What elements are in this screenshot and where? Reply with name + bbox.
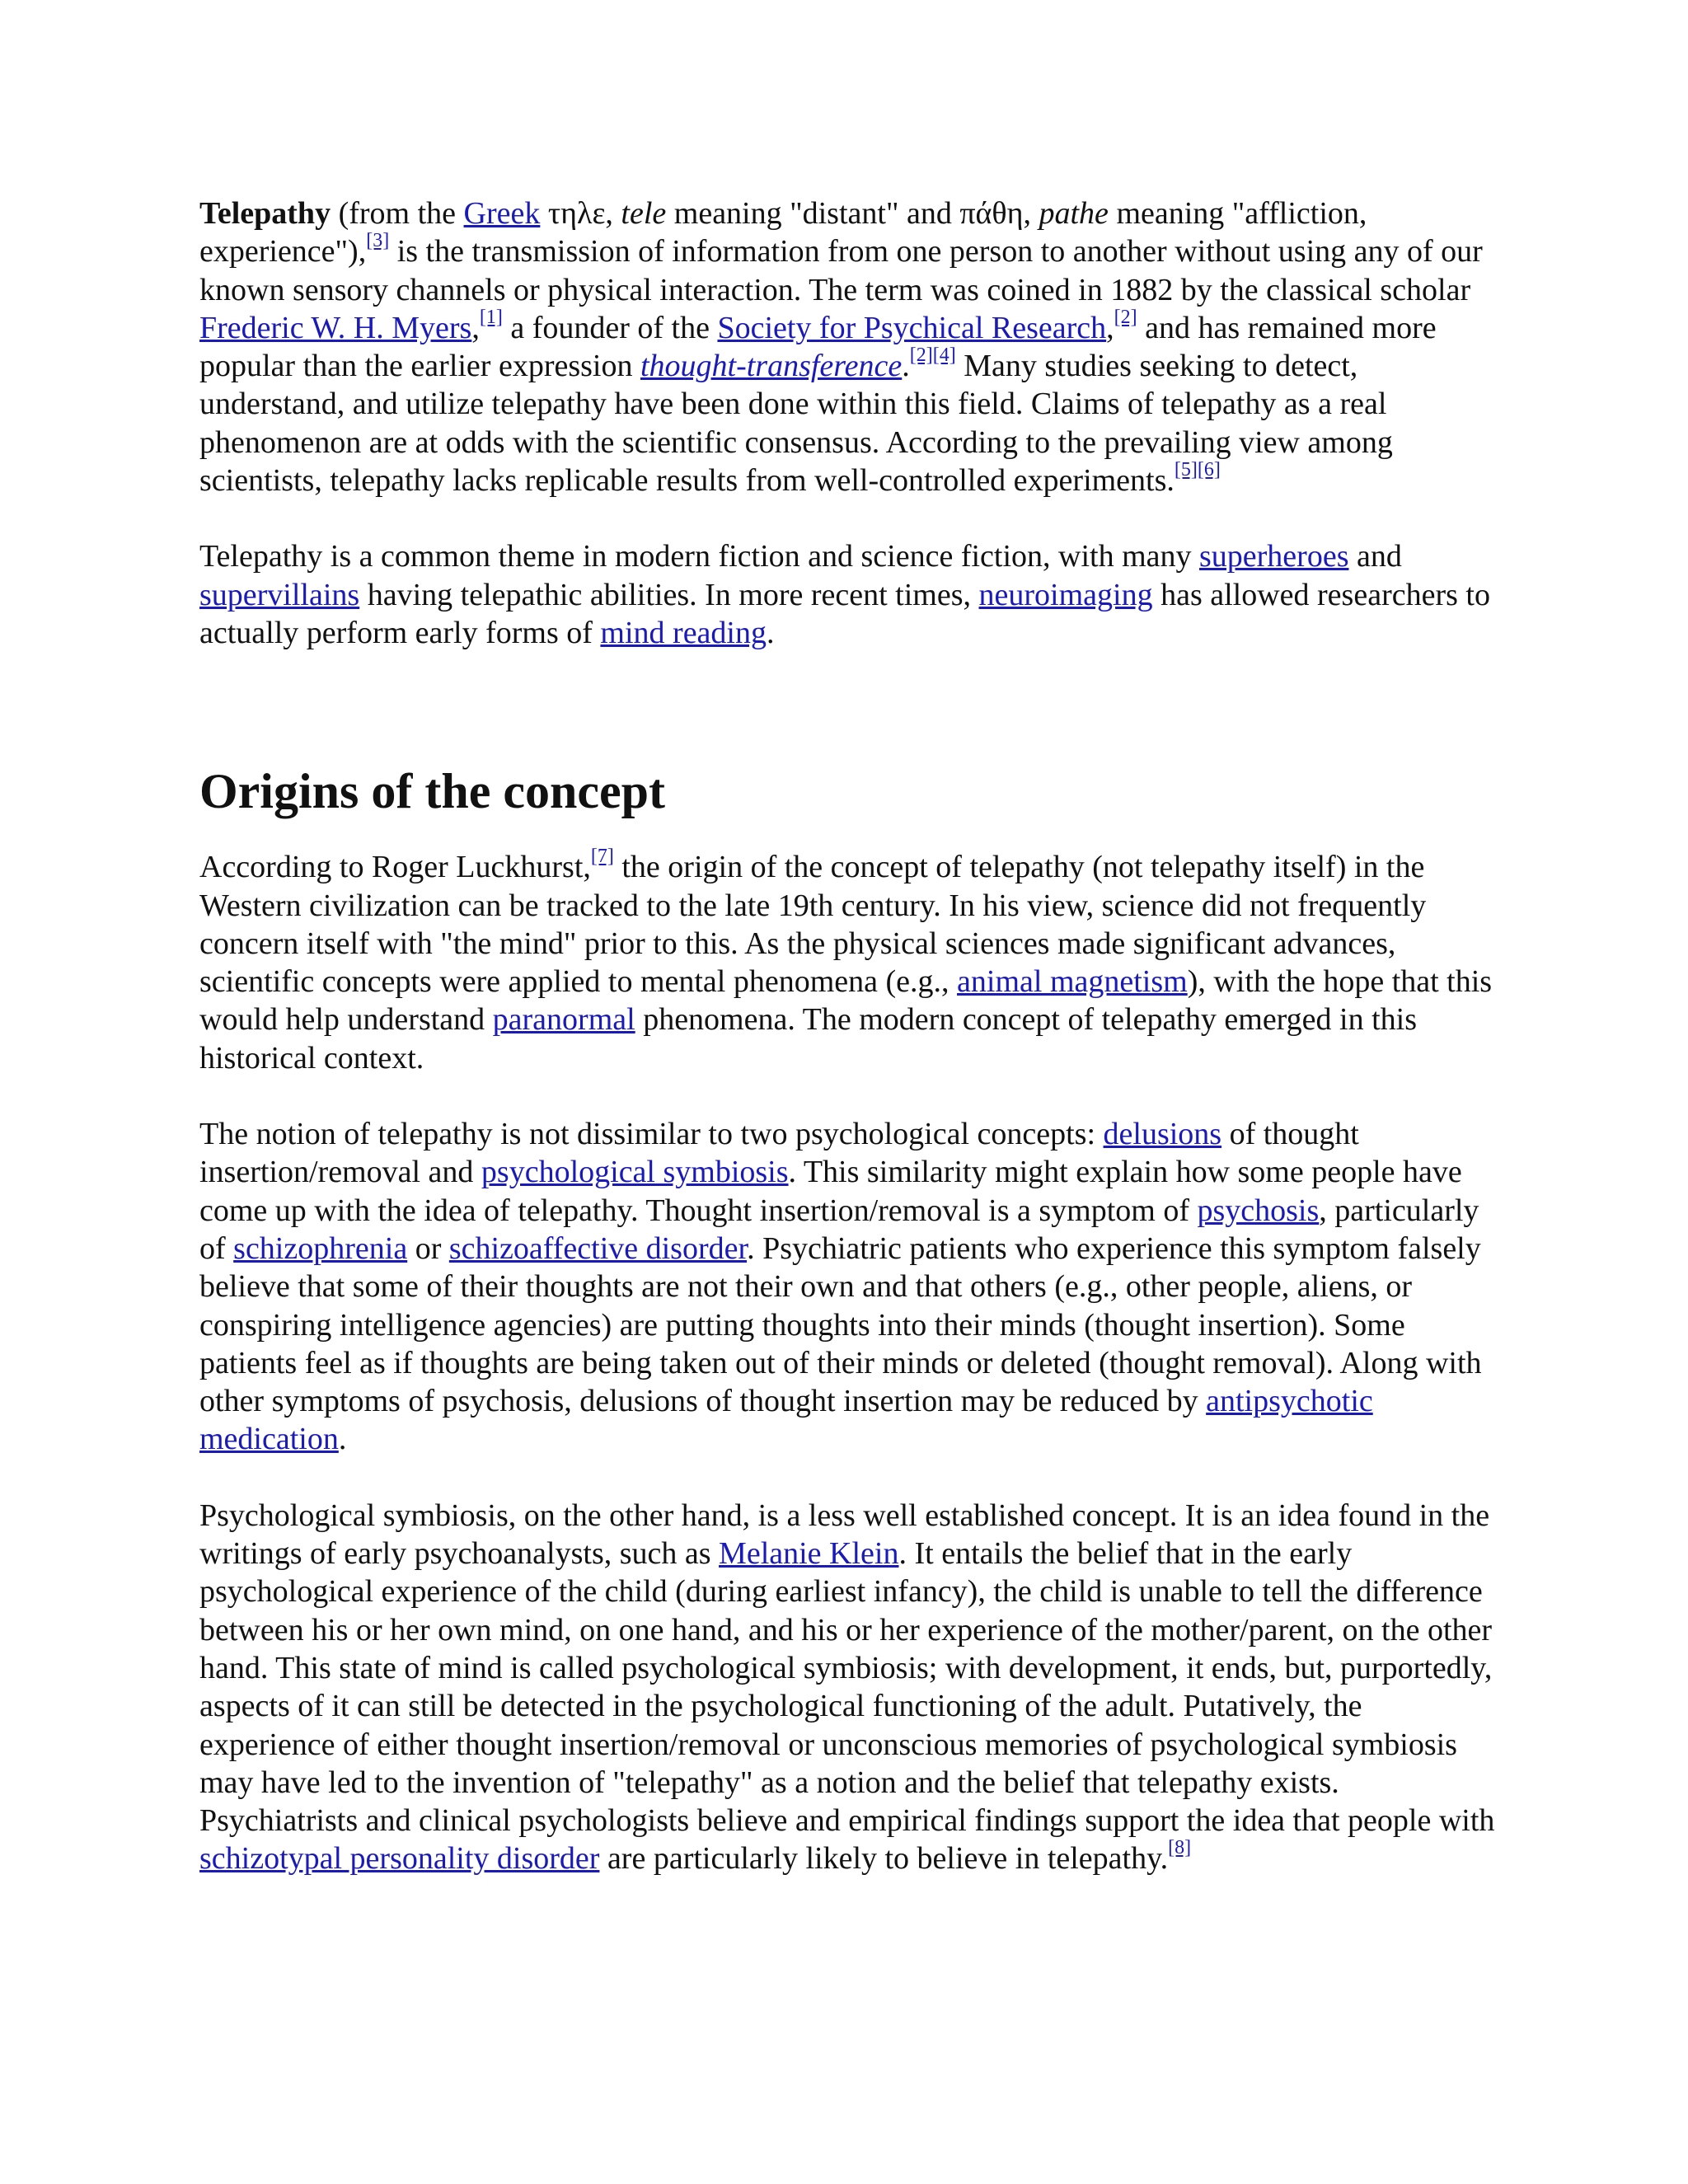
link-delusions[interactable]: delusions [1103,1117,1222,1152]
text: Psychological symbiosis, on the other hand, is a less well established concept. It is an idea found in the writings of early psychoanalysts, such as [199,1497,1490,1572]
citation-2[interactable] [1114,307,1137,328]
text: or [407,1230,449,1266]
text: . [766,615,775,650]
link-schizotypal-personality-disorder[interactable]: schizotypal personality disorder [199,1841,600,1877]
citation-3[interactable] [366,230,389,251]
text: of thought insertion/removal and [199,1117,1359,1190]
text: Many studies seeking to detect, understand, and utilize telepathy have been done within this field. Claims of telepathy as a real phenomenon are at odds with the scientific consensus. According to the prevailing view among scientists, telepathy lacks replicable results from well-controlled experiments. [199,349,1393,499]
text: the origin of the concept of telepathy (not telepathy itself) in the Western civilization can be tracked to the late 19th century. In his view, science did not frequently concern itself with "the mind" prior to this. As the physical sciences made significant advances, scientific concepts were applied to mental phenomena (e.g., [199,850,1427,1000]
section-heading: Origins of the concept [199,764,665,819]
section-paragraph-2 [199,1115,1502,1459]
citation-8-link[interactable]: [8] [1168,1837,1192,1859]
citation-2-4[interactable] [910,344,956,366]
text: According to Roger Luckhurst, [199,850,591,885]
text: , [1106,310,1114,345]
link-supervillains[interactable]: supervillains [199,577,360,612]
text: and [1348,539,1402,574]
word-pathe: pathe [1039,196,1109,231]
section-paragraph-1 [199,848,1502,1077]
citation-2-link[interactable]: [2] [1114,306,1137,328]
text: , particularly of [199,1193,1479,1266]
citation-4-link[interactable]: [4] [932,344,956,367]
text: The notion of telepathy is not dissimilar to two psychological concepts: [199,1117,1104,1152]
text: . It entails the belief that in the early psychological experience of the child (during earliest infancy), the child is unable to tell the difference between his or her own mind, on one hand, and his or her experience of the mother/parent, on the other hand. This state of mind is called psychological symbiosis; with development, it ends, but, purportedly, aspects of it can still be detected in the psychological functioning of the adult. Putatively, the experience of either thought insertion/removal or unconscious memories of psychological symbiosis may have led to the invention of "telepathy" as a notion and the belief that telepathy exists. Psychiatrists and clinical psychologists believe and empirical findings support the idea that people with [199,1536,1495,1839]
text: meaning "affliction, experience"), [199,196,1367,269]
link-psychosis[interactable]: psychosis [1197,1193,1320,1228]
link-thought-transference[interactable]: thought-transference [640,349,903,384]
text: ), with the hope that this would help understand [199,964,1493,1038]
citation-8[interactable] [1168,1837,1191,1858]
text: is the transmission of information from one person to another without using any of our known sensory channels or physical interaction. The term was coined in 1882 by the classical scholar [199,234,1483,307]
text: are particularly likely to believe in telepathy. [599,1841,1169,1877]
text: τηλε, [540,196,621,231]
text: Telepathy is a common theme in modern fiction and science fiction, with many [199,539,1199,574]
link-antipsychotic-medication[interactable]: antipsychotic medication [199,1384,1373,1457]
text: meaning "distant" and πάθη, [666,196,1039,231]
text: (from the [331,196,464,231]
link-psychological-symbiosis[interactable]: psychological symbiosis [481,1155,789,1190]
text: a founder of the [502,310,718,345]
citation-5-6[interactable] [1175,459,1221,480]
citation-1-link[interactable]: [1] [479,306,503,328]
term-telepathy: Telepathy [199,196,331,231]
link-mind-reading[interactable]: mind reading [600,615,767,650]
text: . [902,349,910,384]
link-neuroimaging[interactable]: neuroimaging [978,577,1153,612]
section-paragraph-3 [199,1497,1502,1878]
citation-7[interactable] [591,846,614,867]
citation-5-link[interactable]: [5] [1174,459,1198,481]
citation-6-link[interactable]: [6] [1197,459,1221,481]
citation-3-link[interactable]: [3] [366,230,390,252]
article-body [199,194,1502,1878]
link-greek[interactable]: Greek [463,196,541,231]
intro-paragraph-2 [199,537,1502,652]
text: has allowed researchers to actually perform early forms of [199,577,1490,650]
citation-2-link[interactable]: [2] [909,344,933,367]
text: . Psychiatric patients who experience this symptom falsely believe that some of their thoughts are not their own and that others (e.g., other people, aliens, or conspiring intelligence agencies) are putting thoughts into their minds (thought insertion). Some patients feel as if thoughts are being taken out of their minds or deleted (thought removal). Along with other symptoms of psychosis, delusions of thought insertion may be reduced by [199,1230,1482,1419]
text: , [471,310,480,345]
intro-paragraph-1 [199,194,1502,499]
link-melanie-klein[interactable]: Melanie Klein [719,1536,899,1572]
word-tele: tele [621,196,667,231]
text: . [338,1422,347,1457]
link-animal-magnetism[interactable]: animal magnetism [957,964,1188,1000]
citation-1[interactable] [480,307,503,328]
link-paranormal[interactable]: paranormal [492,1002,635,1038]
link-schizophrenia[interactable]: schizophrenia [233,1230,408,1266]
text: having telepathic abilities. In more recent times, [359,577,979,612]
text: phenomena. The modern concept of telepathy emerged in this historical context. [199,1002,1417,1076]
text: . This similarity might explain how some people have come up with the idea of telepathy. Thought insertion/removal is a symptom of [199,1155,1462,1228]
link-frederic-myers[interactable]: Frederic W. H. Myers [199,310,472,345]
link-schizoaffective-disorder[interactable]: schizoaffective disorder [448,1230,748,1266]
link-superheroes[interactable]: superheroes [1199,539,1349,574]
citation-7-link[interactable]: [7] [590,846,614,868]
text: and has remained more popular than the earlier expression [199,310,1437,384]
link-society-psychical-research[interactable]: Society for Psychical Research [717,310,1107,345]
